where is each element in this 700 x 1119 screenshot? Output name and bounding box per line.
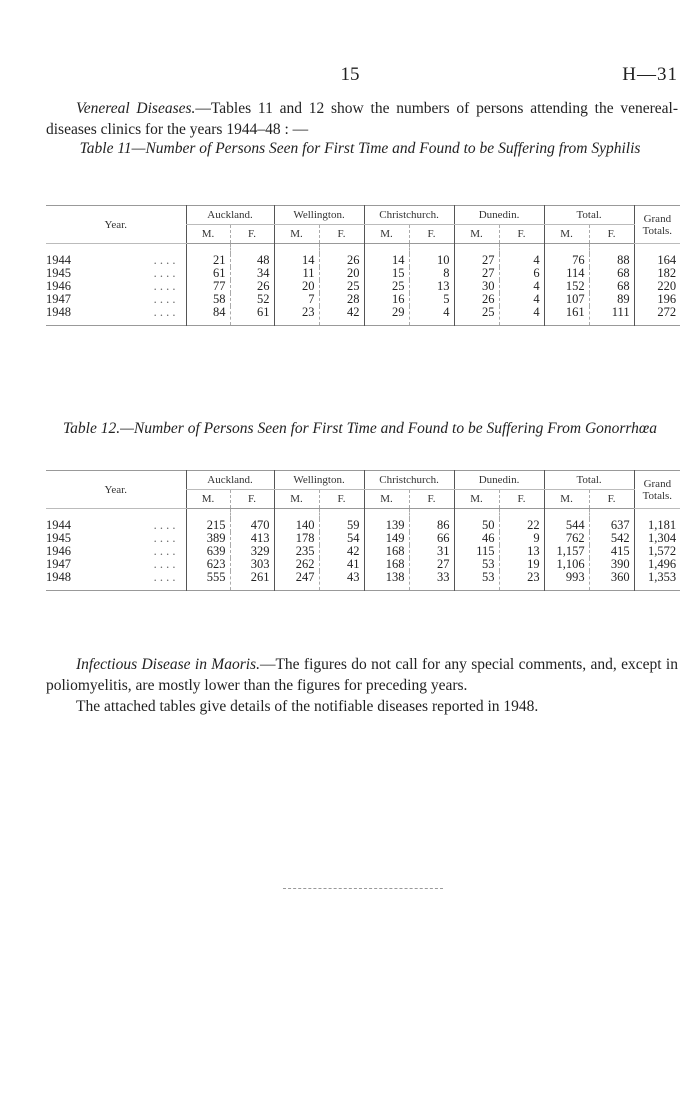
female-header: F. (319, 225, 364, 244)
data-cell: 544 (544, 519, 589, 532)
data-cell: 52 (230, 293, 274, 306)
data-cell: 4 (499, 280, 544, 293)
data-cell: 168 (364, 545, 409, 558)
city-header: Total. (544, 471, 634, 490)
table-row (46, 545, 680, 558)
data-cell: 16 (364, 293, 409, 306)
leader-dots: . . . . (153, 279, 176, 293)
data-cell: 107 (544, 293, 589, 306)
female-header: F. (230, 225, 274, 244)
data-cell: 542 (589, 532, 634, 545)
leader-dots: . . . . (153, 253, 176, 267)
data-cell: 111 (589, 306, 634, 326)
data-cell: 1,496 (634, 558, 680, 571)
year-value: 1945 (46, 531, 71, 545)
data-cell: 303 (230, 558, 274, 571)
data-cell: 637 (589, 519, 634, 532)
table-row (46, 306, 680, 326)
data-cell: 61 (230, 306, 274, 326)
data-cell: 27 (454, 267, 499, 280)
data-cell: 23 (274, 306, 319, 326)
data-cell: 4 (499, 293, 544, 306)
data-cell: 555 (186, 571, 230, 591)
data-cell: 15 (364, 267, 409, 280)
data-cell: 54 (319, 532, 364, 545)
data-cell: 10 (409, 254, 454, 267)
data-cell: 115 (454, 545, 499, 558)
year-value: 1948 (46, 305, 71, 319)
city-header: Christchurch. (364, 471, 454, 490)
data-cell: 1,304 (634, 532, 680, 545)
maoris-paragraph (46, 654, 678, 696)
grand-totals-header: Grand Totals. (634, 206, 680, 244)
male-header: M. (274, 490, 319, 509)
female-header: F. (409, 225, 454, 244)
data-cell: 33 (409, 571, 454, 591)
table-row (46, 558, 680, 571)
data-cell: 66 (409, 532, 454, 545)
table-row (46, 532, 680, 545)
data-cell: 235 (274, 545, 319, 558)
data-cell: 48 (230, 254, 274, 267)
data-cell: 5 (409, 293, 454, 306)
data-cell: 178 (274, 532, 319, 545)
data-cell: 993 (544, 571, 589, 591)
data-cell: 9 (499, 532, 544, 545)
data-cell: 1,157 (544, 545, 589, 558)
city-header: Wellington. (274, 471, 364, 490)
male-header: M. (186, 490, 230, 509)
maoris-lead: Infectious Disease in Maoris. (76, 656, 260, 673)
data-cell: 11 (274, 267, 319, 280)
data-cell: 84 (186, 306, 230, 326)
data-cell: 19 (499, 558, 544, 571)
data-cell: 23 (499, 571, 544, 591)
tables-note-paragraph: The attached tables give details of the notifiable diseases reported in 1948. (76, 698, 539, 715)
data-cell: 53 (454, 558, 499, 571)
female-header: F. (589, 490, 634, 509)
data-cell: 149 (364, 532, 409, 545)
data-cell: 46 (454, 532, 499, 545)
data-cell: 152 (544, 280, 589, 293)
year-cell (46, 571, 186, 591)
city-header: Christchurch. (364, 206, 454, 225)
year-header: Year. (46, 206, 186, 244)
table11 (46, 205, 680, 326)
data-cell: 59 (319, 519, 364, 532)
female-header: F. (499, 490, 544, 509)
data-cell: 28 (319, 293, 364, 306)
data-cell: 247 (274, 571, 319, 591)
data-cell: 215 (186, 519, 230, 532)
data-cell: 168 (364, 558, 409, 571)
year-value: 1948 (46, 570, 71, 584)
table-row (46, 571, 680, 591)
year-value: 1947 (46, 557, 71, 571)
data-cell: 26 (230, 280, 274, 293)
data-cell: 29 (364, 306, 409, 326)
year-cell (46, 306, 186, 326)
data-cell: 623 (186, 558, 230, 571)
year-value: 1944 (46, 518, 71, 532)
data-cell: 26 (319, 254, 364, 267)
female-header: F. (589, 225, 634, 244)
footer-rule (283, 888, 443, 889)
data-cell: 41 (319, 558, 364, 571)
female-header: F. (230, 490, 274, 509)
data-cell: 272 (634, 306, 680, 326)
leader-dots: . . . . (153, 570, 176, 584)
intro-paragraph (46, 98, 678, 140)
data-cell: 139 (364, 519, 409, 532)
data-cell: 413 (230, 532, 274, 545)
table-row (46, 519, 680, 532)
data-cell: 14 (364, 254, 409, 267)
year-value: 1947 (46, 292, 71, 306)
data-cell: 88 (589, 254, 634, 267)
data-cell: 1,181 (634, 519, 680, 532)
female-header: F. (499, 225, 544, 244)
data-cell: 50 (454, 519, 499, 532)
city-header: Dunedin. (454, 206, 544, 225)
data-cell: 140 (274, 519, 319, 532)
male-header: M. (364, 490, 409, 509)
data-cell: 360 (589, 571, 634, 591)
page-reference: H—31 (622, 64, 678, 85)
year-value: 1946 (46, 544, 71, 558)
female-header: F. (409, 490, 454, 509)
data-cell: 76 (544, 254, 589, 267)
data-cell: 61 (186, 267, 230, 280)
data-cell: 8 (409, 267, 454, 280)
data-cell: 86 (409, 519, 454, 532)
data-cell: 20 (319, 267, 364, 280)
male-header: M. (274, 225, 319, 244)
data-cell: 89 (589, 293, 634, 306)
leader-dots: . . . . (153, 305, 176, 319)
year-value: 1944 (46, 253, 71, 267)
table12-caption: Table 12.—Number of Persons Seen for First Time and Found to be Suffering From Gonorrhœa (62, 420, 658, 437)
city-header: Auckland. (186, 471, 274, 490)
data-cell: 25 (454, 306, 499, 326)
data-cell: 13 (409, 280, 454, 293)
data-cell: 30 (454, 280, 499, 293)
data-cell: 164 (634, 254, 680, 267)
male-header: M. (544, 225, 589, 244)
data-cell: 26 (454, 293, 499, 306)
city-header: Dunedin. (454, 471, 544, 490)
data-cell: 22 (499, 519, 544, 532)
city-header: Wellington. (274, 206, 364, 225)
data-cell: 182 (634, 267, 680, 280)
leader-dots: . . . . (153, 544, 176, 558)
data-cell: 4 (499, 306, 544, 326)
table12 (46, 470, 680, 591)
male-header: M. (186, 225, 230, 244)
grand-totals-header: Grand Totals. (634, 471, 680, 509)
data-cell: 31 (409, 545, 454, 558)
male-header: M. (544, 490, 589, 509)
leader-dots: . . . . (153, 266, 176, 280)
data-cell: 7 (274, 293, 319, 306)
data-cell: 77 (186, 280, 230, 293)
year-header: Year. (46, 471, 186, 509)
data-cell: 220 (634, 280, 680, 293)
data-cell: 6 (499, 267, 544, 280)
leader-dots: . . . . (153, 557, 176, 571)
data-cell: 21 (186, 254, 230, 267)
table-row (46, 293, 680, 306)
data-cell: 389 (186, 532, 230, 545)
data-cell: 196 (634, 293, 680, 306)
data-cell: 25 (364, 280, 409, 293)
data-cell: 470 (230, 519, 274, 532)
data-cell: 639 (186, 545, 230, 558)
data-cell: 20 (274, 280, 319, 293)
data-cell: 27 (454, 254, 499, 267)
data-cell: 14 (274, 254, 319, 267)
data-cell: 415 (589, 545, 634, 558)
year-value: 1945 (46, 266, 71, 280)
data-cell: 25 (319, 280, 364, 293)
data-cell: 42 (319, 545, 364, 558)
city-header: Auckland. (186, 206, 274, 225)
data-cell: 43 (319, 571, 364, 591)
leader-dots: . . . . (153, 292, 176, 306)
data-cell: 1,106 (544, 558, 589, 571)
data-cell: 762 (544, 532, 589, 545)
intro-text: —Tables 11 and 12 show the numbers of persons attending the venereal-diseases clinics for the years 1944–48 : — (46, 100, 678, 138)
data-cell: 1,572 (634, 545, 680, 558)
data-cell: 4 (499, 254, 544, 267)
table11-caption: Table 11—Number of Persons Seen for First Time and Found to be Suffering from Syphilis (79, 140, 641, 157)
leader-dots: . . . . (153, 531, 176, 545)
data-cell: 27 (409, 558, 454, 571)
data-cell: 138 (364, 571, 409, 591)
data-cell: 34 (230, 267, 274, 280)
data-cell: 262 (274, 558, 319, 571)
female-header: F. (319, 490, 364, 509)
page-number: 15 (340, 64, 360, 85)
data-cell: 4 (409, 306, 454, 326)
data-cell: 390 (589, 558, 634, 571)
male-header: M. (454, 225, 499, 244)
year-value: 1946 (46, 279, 71, 293)
data-cell: 114 (544, 267, 589, 280)
intro-lead: Venereal Diseases. (76, 100, 196, 117)
data-cell: 329 (230, 545, 274, 558)
data-cell: 68 (589, 267, 634, 280)
leader-dots: . . . . (153, 518, 176, 532)
male-header: M. (454, 490, 499, 509)
table-row (46, 280, 680, 293)
maoris-text: —The figures do not call for any special comments, and, except in poliomyelitis, are mostly lower than the figures for preceding years. (46, 656, 678, 694)
data-cell: 261 (230, 571, 274, 591)
data-cell: 161 (544, 306, 589, 326)
data-cell: 1,353 (634, 571, 680, 591)
data-cell: 68 (589, 280, 634, 293)
data-cell: 53 (454, 571, 499, 591)
data-cell: 58 (186, 293, 230, 306)
data-cell: 13 (499, 545, 544, 558)
city-header: Total. (544, 206, 634, 225)
male-header: M. (364, 225, 409, 244)
table-row (46, 267, 680, 280)
data-cell: 42 (319, 306, 364, 326)
